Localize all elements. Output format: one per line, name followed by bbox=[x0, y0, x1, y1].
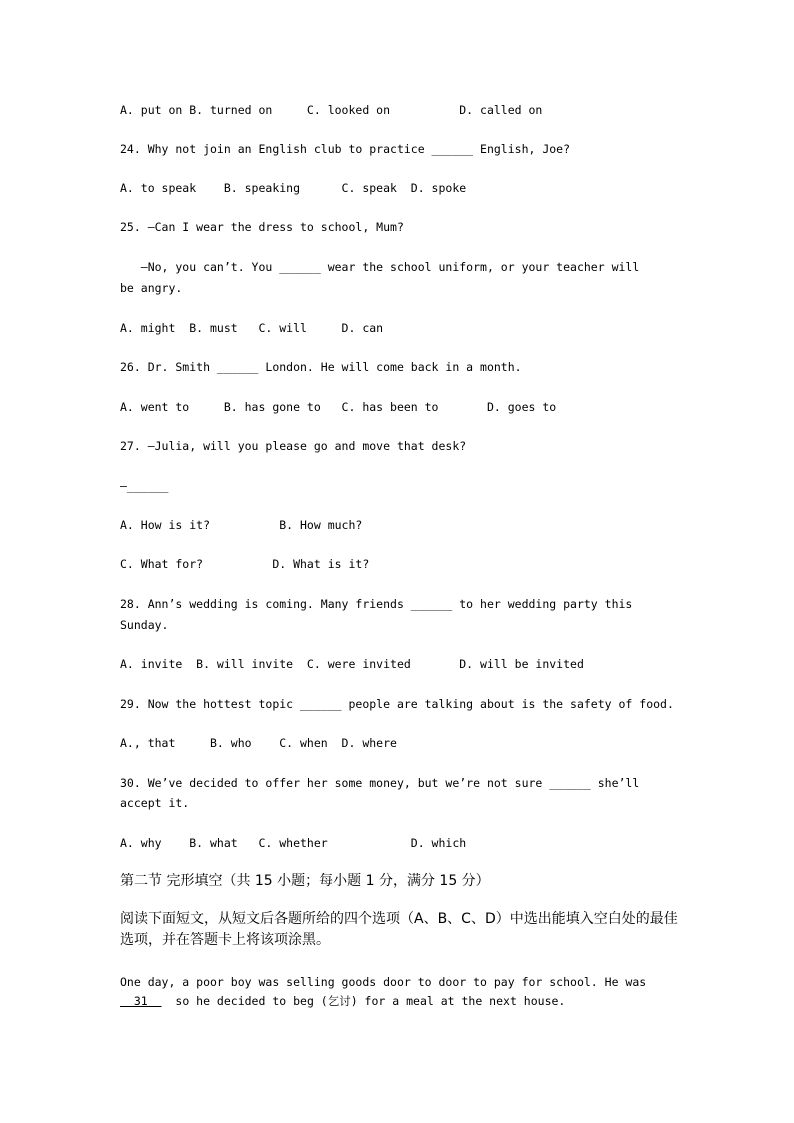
q28-stem: 28. Ann’s wedding is coming. Many friends ______ to her wedding party this bbox=[120, 597, 633, 611]
q29-stem: 29. Now the hottest topic ______ people are talking about is the safety of food. bbox=[120, 697, 674, 711]
q25-dialogue-cont: be angry. bbox=[120, 281, 183, 295]
passage-line1: One day, a poor boy was selling goods door to door to pay for school. He was bbox=[120, 975, 647, 989]
blank-31: 31 bbox=[120, 994, 162, 1008]
instructions-line2: 选项，并在答题卡上将该项涂黑。 bbox=[120, 932, 330, 948]
q24-options: A. to speak B. speaking C. speak D. spoke bbox=[120, 181, 467, 195]
q25-options: A. might B. must C. will D. can bbox=[120, 321, 384, 335]
q30-stem: 30. We’ve decided to offer her some money, but we’re not sure ______ she’ll bbox=[120, 776, 640, 790]
passage-line2 bbox=[120, 992, 565, 1010]
q26-options: A. went to B. has gone to C. has been to D. goes to bbox=[120, 400, 557, 414]
q30-stem-cont: accept it. bbox=[120, 796, 190, 810]
passage-line2-text: so he decided to beg (乞讨) for a meal at the next house. bbox=[161, 994, 566, 1008]
q27-answer-blank: —______ bbox=[120, 479, 169, 493]
q23-options: A. put on B. turned on C. looked on D. called on bbox=[120, 103, 543, 117]
q29-options: A., that B. who C. when D. where bbox=[120, 736, 397, 750]
section-heading: 第二节 完形填空（共 15 小题；每小题 1 分，满分 15 分） bbox=[120, 873, 490, 889]
q27-options-cd: C. What for? D. What is it? bbox=[120, 557, 370, 571]
q28-options: A. invite B. will invite C. were invited D. will be invited bbox=[120, 657, 584, 671]
q28-stem-cont: Sunday. bbox=[120, 618, 169, 632]
instructions-line1: 阅读下面短文，从短文后各题所给的四个选项（A、B、C、D）中选出能填入空白处的最佳 bbox=[120, 911, 678, 927]
q25-dialogue: —No, you can’t. You ______ wear the school uniform, or your teacher will bbox=[120, 260, 640, 274]
q27-stem: 27. —Julia, will you please go and move that desk? bbox=[120, 439, 467, 453]
q24-stem: 24. Why not join an English club to practice ______ English, Joe? bbox=[120, 142, 571, 156]
q30-options: A. why B. what C. whether D. which bbox=[120, 836, 467, 850]
q26-stem: 26. Dr. Smith ______ London. He will come back in a month. bbox=[120, 360, 522, 374]
q27-options-ab: A. How is it? B. How much? bbox=[120, 518, 363, 532]
q25-stem: 25. —Can I wear the dress to school, Mum? bbox=[120, 220, 404, 234]
